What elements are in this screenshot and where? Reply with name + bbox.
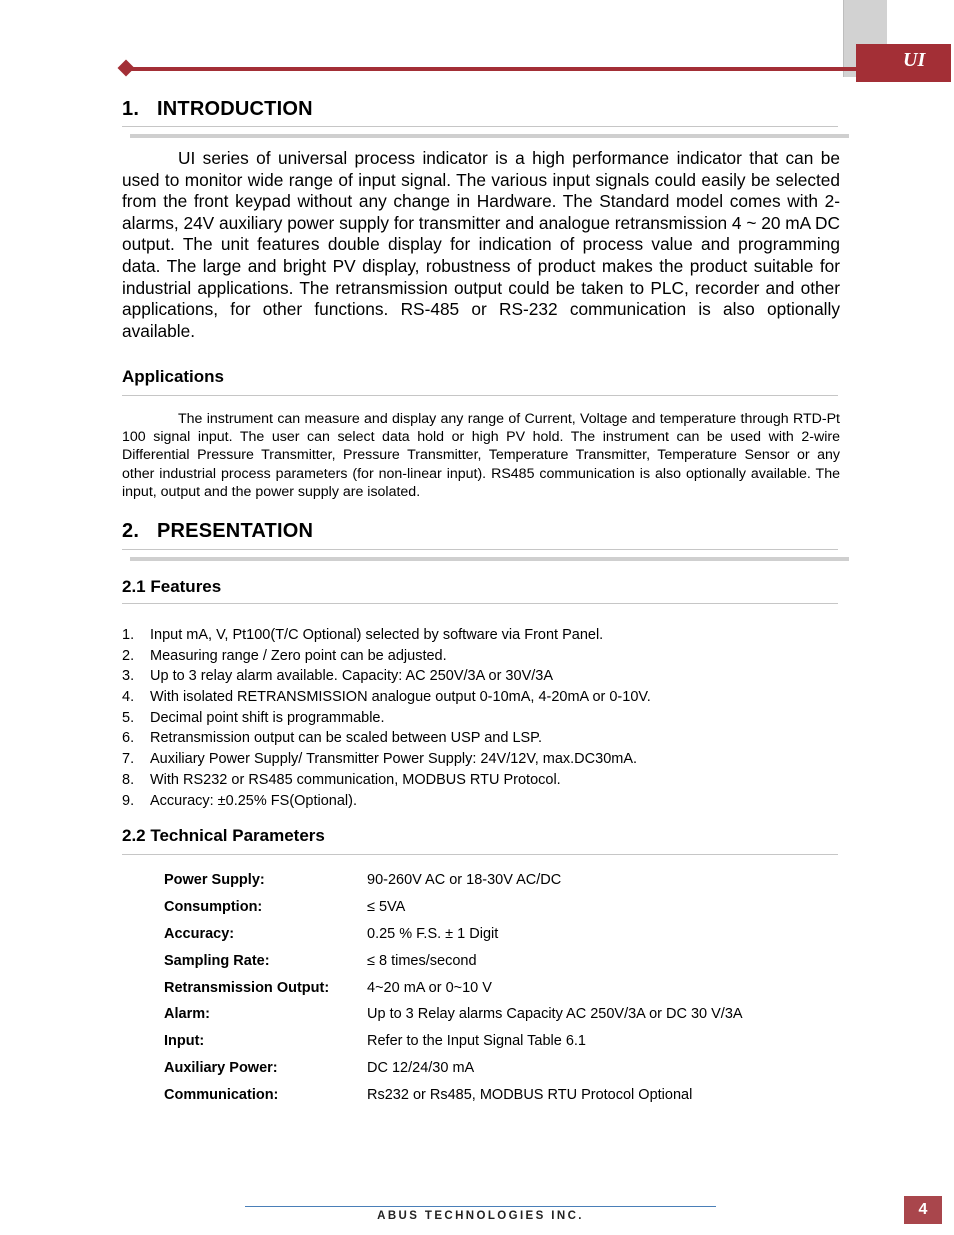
technical-table xyxy=(164,867,743,1109)
header-ui-tab xyxy=(856,44,951,82)
technical-row: Consumption: ≤ 5VA xyxy=(164,898,406,915)
section2-title: PRESENTATION xyxy=(157,520,314,542)
technical-row: Retransmission Output: 4~20 mA or 0~10 V xyxy=(164,979,492,996)
intro-paragraph-text: UI series of universal process indicator is a high performance indicator that can be used to monitor wide range of input signal. The various input signals could easily be selected from the front keypad without any change in Hardware. The Standard model comes with 2-alarms, 24V auxiliary power supply for transmitter and analogue retransmission 4 ~ 20 mA DC output. The unit features double display for indication of process value and programming data. The large and bright PV display, robustness of product makes the product suitable for industrial applications. The retransmission output could be taken to PLC, recorder and other applications, for other functions. RS-485 or RS-232 communication is also optionally available. xyxy=(122,148,840,341)
features-item: 5. Decimal point shift is programmable. xyxy=(122,709,385,726)
applications-paragraph-text: The instrument can measure and display any range of Current, Voltage and temperature through RTD-Pt 100 signal input. The user can select data hold or high PV hold. The instrument can be used with 2-wire Differential Pressure Transmitter, Pressure Transmitter, Temperature Transmitter, Temperature Sensor or any other industrial process parameters (for non-linear input). RS485 communication is also optionally available. The input, output and the power supply are isolated. xyxy=(122,411,840,500)
section2-rule-thick xyxy=(130,557,849,561)
technical-rule xyxy=(122,854,838,855)
footer-company: ABUS TECHNOLOGIES INC. xyxy=(377,1210,584,1222)
technical-row: Sampling Rate: ≤ 8 times/second xyxy=(164,952,477,969)
technical-row: Input: Refer to the Input Signal Table 6.1 xyxy=(164,1033,586,1050)
section1-number: 1. xyxy=(122,98,140,120)
applications-heading: Applications xyxy=(122,367,225,386)
features-item: 4. With isolated RETRANSMISSION analogue output 0-10mA, 4-20mA or 0-10V. xyxy=(122,689,651,706)
section2-heading xyxy=(122,520,313,543)
features-item: 7. Auxiliary Power Supply/ Transmitter Power Supply: 24V/12V, max.DC30mA. xyxy=(122,751,638,768)
section2-rule-thin xyxy=(122,549,838,550)
features-item: 6. Retransmission output can be scaled between USP and LSP. xyxy=(122,730,543,747)
technical-row: Communication: Rs232 or Rs485, MODBUS RTU Protocol Optional xyxy=(164,1087,693,1104)
section1-rule-thin xyxy=(122,126,838,127)
applications-rule xyxy=(122,395,838,396)
features-item: 3. Up to 3 relay alarm available. Capacity: AC 250V/3A or 30V/3A xyxy=(122,668,553,685)
page-number: 4 xyxy=(904,1196,942,1224)
features-heading: 2.1 Features xyxy=(122,577,222,596)
footer-rule xyxy=(245,1206,716,1207)
header-diamond-icon xyxy=(118,60,135,77)
section1-heading xyxy=(122,98,313,121)
technical-row: Power Supply: 90-260V AC or 18-30V AC/DC xyxy=(164,872,562,888)
technical-row: Alarm: Up to 3 Relay alarms Capacity AC 250V/3A or DC 30 V/3A xyxy=(164,1006,743,1023)
section1-title: INTRODUCTION xyxy=(157,98,313,120)
section2-number: 2. xyxy=(122,520,140,542)
features-item: 8. With RS232 or RS485 communication, MODBUS RTU Protocol. xyxy=(122,771,561,788)
section1-rule-thick xyxy=(130,134,849,138)
features-item: 9. Accuracy: ±0.25% FS(Optional). xyxy=(122,792,358,809)
header-rule xyxy=(128,67,856,71)
technical-row: Auxiliary Power: DC 12/24/30 mA xyxy=(164,1060,475,1077)
features-rule xyxy=(122,603,838,604)
intro-paragraph xyxy=(122,148,840,342)
applications-paragraph xyxy=(122,410,840,501)
features-item: 2. Measuring range / Zero point can be adjusted. xyxy=(122,647,447,664)
header-tab-label: UI xyxy=(903,49,926,71)
technical-row: Accuracy: 0.25 % F.S. ± 1 Digit xyxy=(164,925,499,942)
technical-heading: 2.2 Technical Parameters xyxy=(122,826,325,845)
features-list xyxy=(122,625,651,811)
features-item: 1. Input mA, V, Pt100(T/C Optional) selected by software via Front Panel. xyxy=(122,627,604,643)
